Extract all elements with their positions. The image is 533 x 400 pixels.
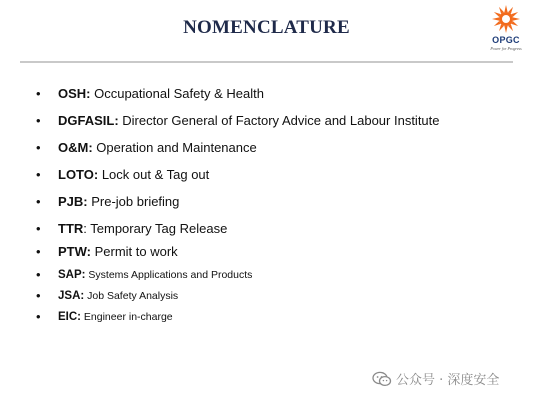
list-item	[36, 86, 440, 113]
item-description: Pre-job briefing	[87, 194, 180, 209]
list-item	[36, 288, 440, 309]
item-abbreviation: TTR	[58, 221, 84, 236]
item-abbreviation: OSH:	[58, 86, 91, 101]
logo-wordmark: OPGC	[492, 35, 520, 45]
wechat-icon	[372, 371, 392, 387]
item-description: Occupational Safety & Health	[90, 86, 264, 101]
wechat-watermark	[372, 369, 499, 388]
item-description: Engineer in-charge	[81, 311, 173, 323]
watermark-text: 公众号 · 深度安全	[396, 373, 500, 388]
bullet: •	[36, 288, 41, 303]
slide-title: NOMENCLATURE	[183, 17, 350, 38]
bullet: •	[36, 244, 41, 259]
bullet: •	[36, 221, 41, 236]
logo-tagline: Power for Progress	[490, 46, 522, 51]
bullet: •	[36, 267, 41, 282]
bullet: •	[36, 194, 41, 209]
nomenclature-list	[36, 86, 440, 330]
list-item	[36, 221, 440, 244]
list-item	[36, 267, 440, 288]
list-item	[36, 113, 440, 140]
list-item	[36, 167, 440, 194]
item-abbreviation: PTW:	[58, 244, 91, 259]
item-abbreviation: DGFASIL:	[58, 113, 119, 128]
list-item	[36, 140, 440, 167]
item-abbreviation: LOTO:	[58, 167, 99, 182]
bullet: •	[36, 167, 41, 182]
item-abbreviation: EIC:	[58, 311, 81, 323]
item-description: Lock out & Tag out	[98, 167, 210, 182]
list-item	[36, 244, 440, 267]
item-description: Operation and Maintenance	[92, 140, 257, 155]
item-abbreviation: JSA:	[58, 290, 85, 302]
item-abbreviation: O&M:	[58, 140, 93, 155]
list-item	[36, 309, 440, 330]
title-divider	[20, 61, 513, 63]
item-description: : Temporary Tag Release	[83, 221, 228, 236]
list-item	[36, 194, 440, 221]
item-abbreviation: PJB:	[58, 194, 88, 209]
bullet: •	[36, 140, 41, 155]
opgc-logo	[482, 4, 530, 56]
bullet: •	[36, 309, 41, 324]
bullet: •	[36, 86, 41, 101]
item-abbreviation: SAP:	[58, 269, 86, 281]
bullet: •	[36, 113, 41, 128]
sun-icon	[491, 4, 521, 34]
item-description: Permit to work	[90, 244, 178, 259]
item-description: Systems Applications and Products	[85, 269, 253, 281]
item-description: Job Safety Analysis	[84, 290, 179, 302]
item-description: Director General of Factory Advice and Labour Institute	[118, 113, 440, 128]
